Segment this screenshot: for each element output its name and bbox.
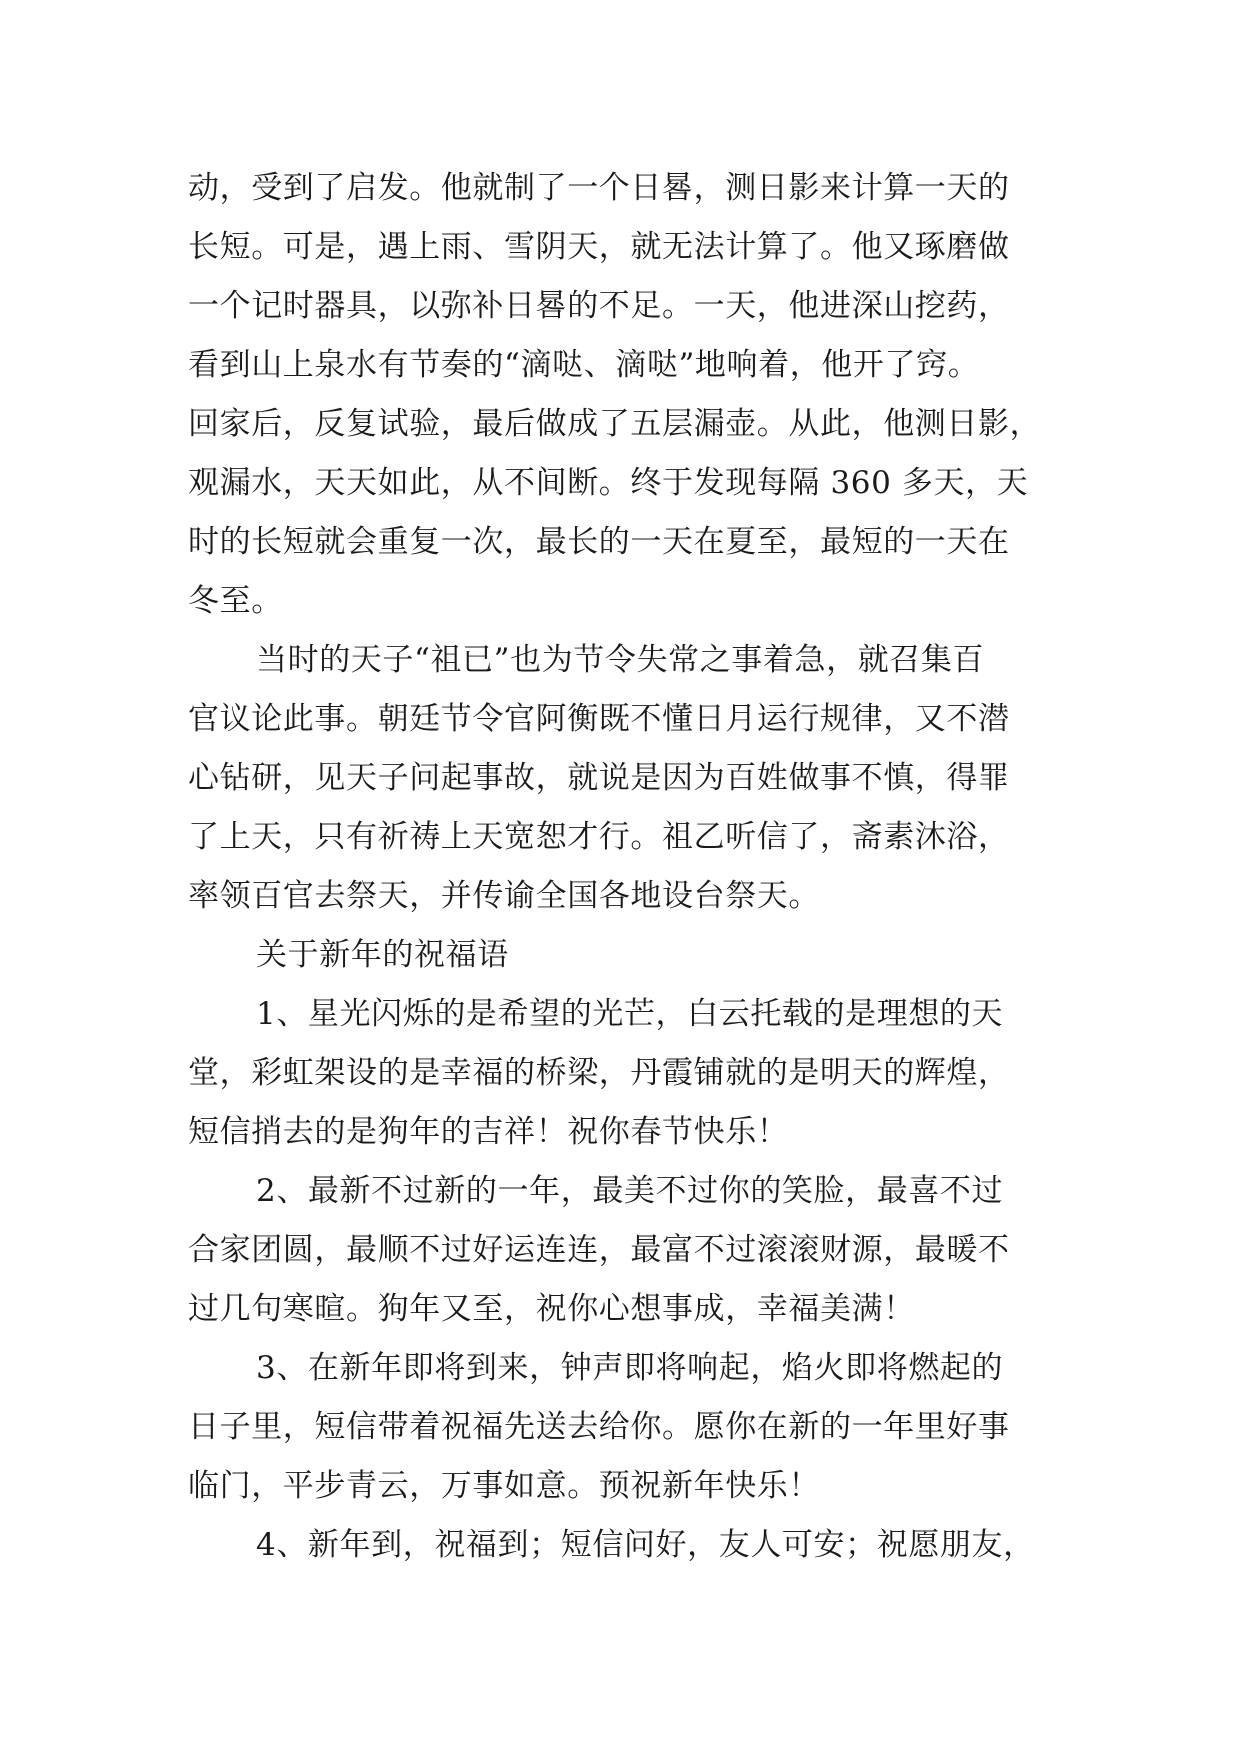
text-line: 冬至。: [188, 583, 283, 619]
text-line: 率领百官去祭天，并传谕全国各地设台祭天。: [188, 878, 820, 914]
text-line: 看到山上泉水有节奏的“滴哒、滴哒”地响着，他开了窍。: [188, 347, 980, 383]
text-line: 堂，彩虹架设的是幸福的桥梁，丹霞铺就的是明天的辉煌，: [188, 1055, 1010, 1091]
text-line: 临门，平步青云，万事如意。预祝新年快乐！: [188, 1468, 820, 1504]
text-line: 合家团圆，最顺不过好运连连，最富不过滚滚财源，最暖不: [188, 1232, 1010, 1268]
paragraph-start-line: 2、最新不过新的一年，最美不过你的笑脸，最喜不过: [256, 1173, 1004, 1209]
text-line: 了上天，只有祈祷上天宽恕才行。祖乙听信了，斋素沐浴，: [188, 819, 1010, 855]
paragraph-start-line: 1、星光闪烁的是希望的光芒，白云托载的是理想的天: [256, 996, 1004, 1032]
paragraph-start-line: 当时的天子“祖已”也为节令失常之事着急，就召集百: [256, 642, 985, 678]
text-line: 一个记时器具，以弥补日晷的不足。一天，他进深山挖药，: [188, 288, 1010, 324]
text-line: 长短。可是，遇上雨、雪阴天，就无法计算了。他又琢磨做: [188, 229, 1010, 265]
paragraph-start-line: 3、在新年即将到来，钟声即将响起，焰火即将燃起的: [256, 1350, 1004, 1386]
text-line: 动，受到了启发。他就制了一个日晷，测日影来计算一天的: [188, 170, 1010, 206]
text-line: 心钻研，见天子问起事故，就说是因为百姓做事不慎，得罪: [188, 760, 1010, 796]
text-line: 过几句寒暄。狗年又至，祝你心想事成，幸福美满！: [188, 1291, 915, 1327]
paragraph-start-line: 4、新年到，祝福到；短信问好，友人可安；祝愿朋友，: [256, 1527, 1035, 1563]
text-line: 时的长短就会重复一次，最长的一天在夏至，最短的一天在: [188, 524, 1010, 560]
text-line: 短信捎去的是狗年的吉祥！祝你春节快乐！: [188, 1114, 789, 1150]
text-line: 回家后，反复试验，最后做成了五层漏壶。从此，他测日影，: [188, 406, 1042, 442]
text-line: 观漏水，天天如此，从不间断。终于发现每隔 360 多天，天: [188, 465, 1029, 501]
section-heading: 关于新年的祝福语: [256, 937, 509, 973]
text-line: 日子里，短信带着祝福先送去给你。愿你在新的一年里好事: [188, 1409, 1010, 1445]
text-line: 官议论此事。朝廷节令官阿衡既不懂日月运行规律，又不潜: [188, 701, 1010, 737]
